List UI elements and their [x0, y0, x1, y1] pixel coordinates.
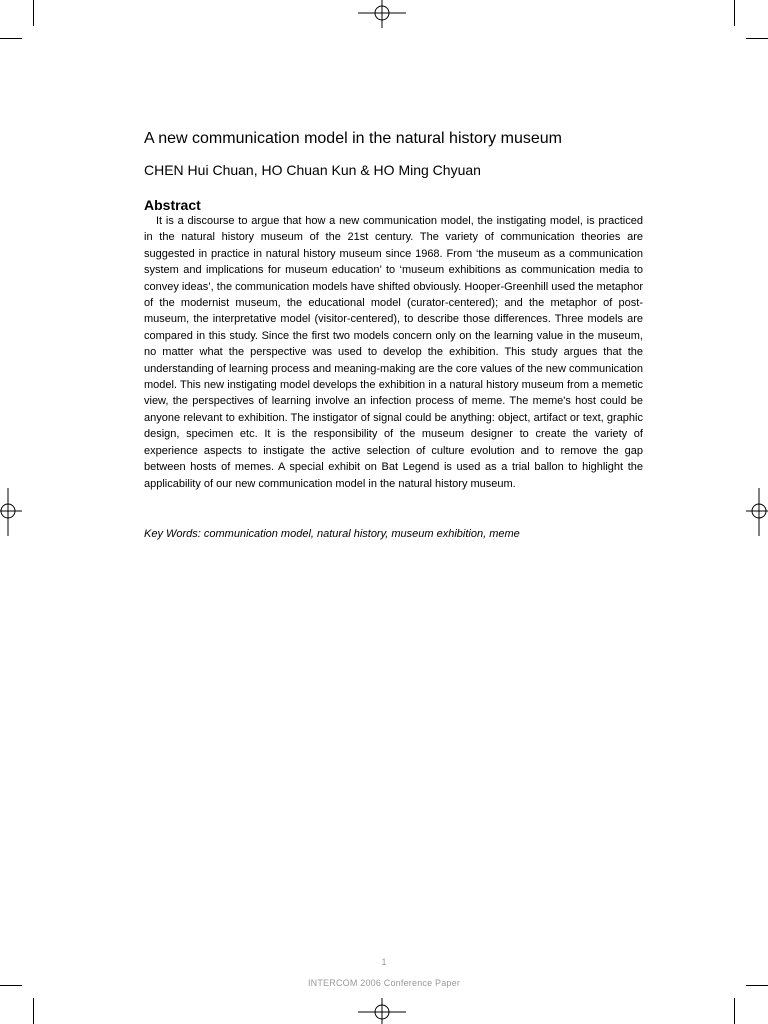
- registration-mark-right: [746, 488, 768, 536]
- page-number: 1: [381, 957, 387, 967]
- registration-mark-top: [358, 0, 406, 28]
- abstract-heading: Abstract: [144, 197, 201, 213]
- registration-mark-bottom: [358, 998, 406, 1024]
- paper-title: A new communication model in the natural history museum: [144, 130, 562, 147]
- registration-mark-left: [0, 488, 22, 536]
- keywords: Key Words: communication model, natural history, museum exhibition, meme: [144, 528, 520, 540]
- abstract-body: It is a discourse to argue that how a new communication model, the instigating model, is practiced in the natural history museum of the 21st century. The variety of communication theories are suggested in practice in natural history museum since 1968. From ‘the museum as a communication system and implications for museum education’ to ‘museum exhibitions as communication media to convey ideas’, the communication models have shifted obviously. Hooper-Greenhill used the metaphor of the modernist museum, the educational model (curator-centered); and the metaphor of post-museum, the interpretative model (visitor-centered), to describe those differences. Three models are compared in this study. Since the first two models concern only on the learning value in the museum, no matter what the perspective was used to develop the exhibition. This study argues that the understanding of learning process and meaning-making are the core values of the new communication model. This new instigating model develops the exhibition in a natural history museum from a memetic view, the perspectives of learning involve an infection process of meme. The meme's host could be anyone relevant to exhibition. The instigator of signal could be anything: object, artifact or text, graphic design, specimen etc. It is the responsibility of the museum designer to create the variety of experience aspects to instigate the active selection of culture evolution and to remove the gap between hosts of memes. A special exhibit on Bat Legend is used as a trial ballon to highlight the applicability of our new communication model in the natural history museum.: [144, 215, 643, 490]
- conference-label: INTERCOM 2006 Conference Paper: [307, 978, 461, 988]
- paper-authors: CHEN Hui Chuan, HO Chuan Kun & HO Ming Chyuan: [144, 162, 481, 178]
